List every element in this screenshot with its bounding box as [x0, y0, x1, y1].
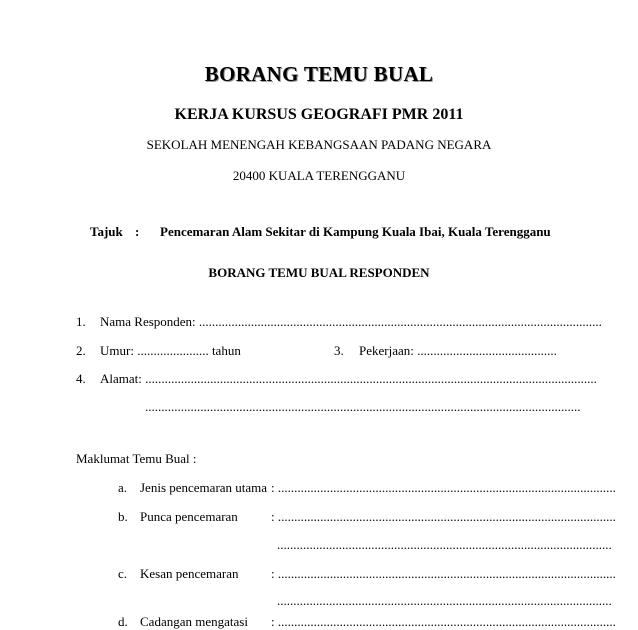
item-c-label: Kesan pencemaran: [140, 566, 239, 581]
course-subtitle: KERJA KURSUS GEOGRAFI PMR 2011: [174, 106, 464, 123]
item-b-line-2: .......................................................................................................: [277, 537, 612, 552]
field-pekerjaan-line: Pekerjaan: ...........................................: [359, 343, 557, 358]
item-b-line: : ........................................................................................................: [271, 509, 616, 524]
field-umur-line: Umur: ...................... tahun: [100, 343, 241, 358]
maklumat-heading: Maklumat Temu Bual :: [76, 451, 197, 466]
field-alamat-number: 4.: [76, 371, 86, 386]
item-a-letter: a.: [118, 480, 128, 495]
item-c-letter: c.: [118, 566, 128, 581]
item-a-line: : ........................................................................................................: [271, 480, 616, 495]
form-title: BORANG TEMU BUAL: [204, 62, 434, 86]
item-a-label: Jenis pencemaran utama: [140, 480, 268, 495]
item-c-line: : ........................................................................................................: [271, 566, 616, 581]
item-b-letter: b.: [118, 509, 128, 524]
item-d-letter: d.: [118, 614, 128, 629]
field-umur-number: 2.: [76, 343, 86, 358]
field-nama-line: Nama Responden: ............................................................................................................................: [100, 314, 602, 329]
field-alamat-line: Alamat: ...........................................................................................................................................: [100, 371, 597, 386]
field-pekerjaan-number: 3.: [334, 343, 344, 358]
school-address: 20400 KUALA TERENGGANU: [232, 168, 406, 183]
item-b-label: Punca pencemaran: [140, 509, 238, 524]
tajuk-label: Tajuk: [90, 224, 123, 239]
field-alamat-continuation: ......................................................................................................................................: [145, 399, 581, 414]
school-name: SEKOLAH MENENGAH KEBANGSAAN PADANG NEGARA: [146, 137, 492, 152]
item-d-label: Cadangan mengatasi: [140, 614, 248, 629]
field-nama-number: 1.: [76, 314, 86, 329]
tajuk-value: Pencemaran Alam Sekitar di Kampung Kuala Ibai, Kuala Terengganu: [160, 224, 551, 239]
item-c-line-2: .......................................................................................................: [277, 593, 612, 608]
section-title: BORANG TEMU BUAL RESPONDEN: [208, 265, 430, 280]
tajuk-colon: :: [135, 224, 140, 239]
item-d-line: : ........................................................................................................: [271, 614, 616, 629]
